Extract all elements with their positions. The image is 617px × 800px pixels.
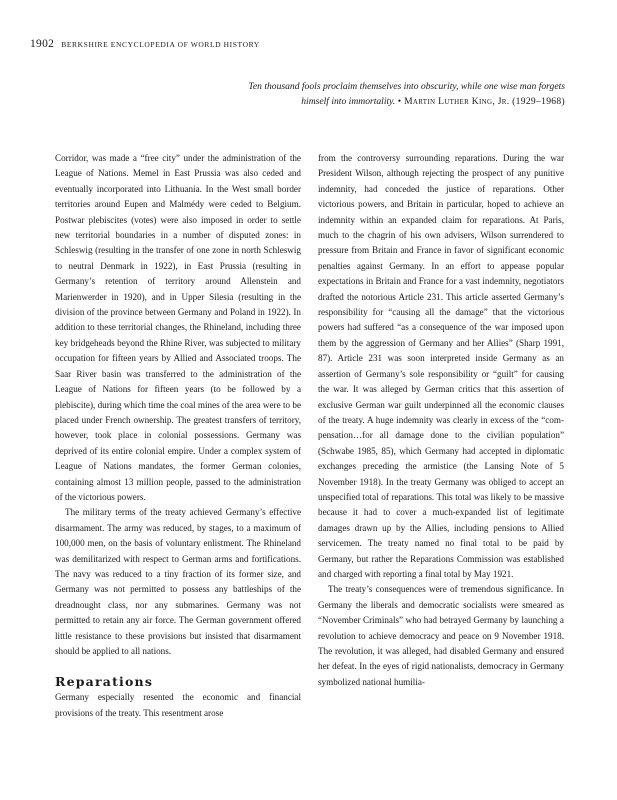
epigraph-quote-line2: himself into immortality. bbox=[301, 96, 396, 107]
left-column bbox=[55, 151, 301, 721]
left-paragraph-1: Corridor, was made a “free city” under the administration of the League of Nations. Memel in East Prussia was also ceded and eventually incorporated into Lithuania. In the West small border territories around Eupen and Malmédy were ceded to Belgium. Postwar plebiscites (votes) were also imposed in order to settle new territorial boundaries in a number of disputed zones: in Schleswig (resulting in the transfer of one zone in north Schleswig to neutral Denmark in 1922), in East Prussia (resulting in Germany’s retention of territory around Allenstein and Marienwerder in 1920), and in Upper Silesia (resulting in the division of the province between Germany and Poland in 1922). In addition to these territorial changes, the Rhineland, including three key bridgeheads beyond the Rhine River, was subjected to military occupation for fifteen years by Allied and Associated troops. The Saar River basin was transferred to the administration of the League of Nations for fifteen years (to be followed by a plebiscite), during which time the coal mines of the area were to be placed under French ownership. The greatest transfers of territory, however, took place in colonial possessions. Germany was deprived of its entire colonial empire. Under a complex system of League of Nations mandates, the former German colonies, containing almost 13 million people, passed to the administration of the victorious powers. bbox=[55, 153, 301, 502]
running-header bbox=[30, 38, 260, 50]
epigraph-quote-line1: Ten thousand fools proclaim themselves into obscurity, while one wise man forgets bbox=[248, 81, 565, 92]
epigraph-attribution: • Martin Luther King, Jr. (1929–1968) bbox=[397, 96, 565, 107]
left-paragraph-2: The military terms of the treaty achieved Germany’s effective disarmament. The army was reduced, by stages, to a maximum of 100,000 men, on the basis of voluntary enlistment. The Rhineland was demilitarized with respect to German arms and fortifications. The navy was reduced to a tiny fraction of its former size, and Germany was not permitted to possess any battleships of the dreadnought class, nor any submarines. Germany was not permitted to retain any air force. The German government offered little resistance to these provisions but insisted that disarmament should be applied to all nations. bbox=[55, 507, 301, 656]
left-paragraph-3: Germany especially resented the economic and financial provisions of the treaty. This resentment arose bbox=[55, 692, 301, 718]
right-column bbox=[318, 151, 564, 690]
right-paragraph-1: from the controversy surrounding reparations. During the war President Wilson, although rejecting the prospect of any punitive indemnity, had conceded the justice of reparations. Other victorious powers, and Britain in particular, hoped to achieve an indemnity within an expanded claim for reparations. At Paris, much to the chagrin of his own advisers, Wilson surrendered to pressure from Britain and France in favor of significant economic penalties against Germany. In an effort to appease popular expectations in Britain and France for a vast indemnity, negotiators drafted the notorious Article 231. This article asserted Germany’s responsibility for “causing all the damage” that the victorious powers had suffered “as a consequence of the war imposed upon them by the aggression of Germany and her Allies” (Sharp 1991, 87). Article 231 was soon interpreted inside Germany as an assertion of Germany’s sole responsibility or “guilt” for causing the war. It was alleged by German critics that this assertion of exclusive German war guilt underpinned all the economic clauses of the treaty. A huge indemnity was clearly in excess of the “compensation…for all damage done to the civilian population” (Schwabe 1985, 85), which Germany had accepted in diplomatic exchanges preceding the armistice (the Lansing Note of 5 November 1918). In the treaty Germany was obliged to accept an unspecified total of reparations. This total was likely to be massive because it had to cover a much-expanded list of legitimate damages drawn up by the Allies, including pensions to Allied servicemen. The treaty named no final total to be paid by Germany, but rather the Reparations Commission was established and charged with reporting a final total by May 1921. bbox=[318, 153, 564, 579]
publication-title: BERKSHIRE ENCYCLOPEDIA OF WORLD HISTORY bbox=[61, 40, 260, 49]
section-heading-reparations: Reparations bbox=[55, 674, 154, 690]
epigraph bbox=[145, 79, 565, 109]
right-paragraph-2: The treaty’s consequences were of tremendous significance. In Germany the liberals and democratic socialists were smeared as “November Criminals” who had betrayed Germany by launching a revolution to achieve democracy and peace on 9 November 1918. The revolution, it was alleged, had disabled Germany and ensured her defeat. In the eyes of rigid nationalists, democracy in Germany symbolized national humilia- bbox=[318, 584, 564, 687]
page-number: 1902 bbox=[30, 38, 55, 50]
